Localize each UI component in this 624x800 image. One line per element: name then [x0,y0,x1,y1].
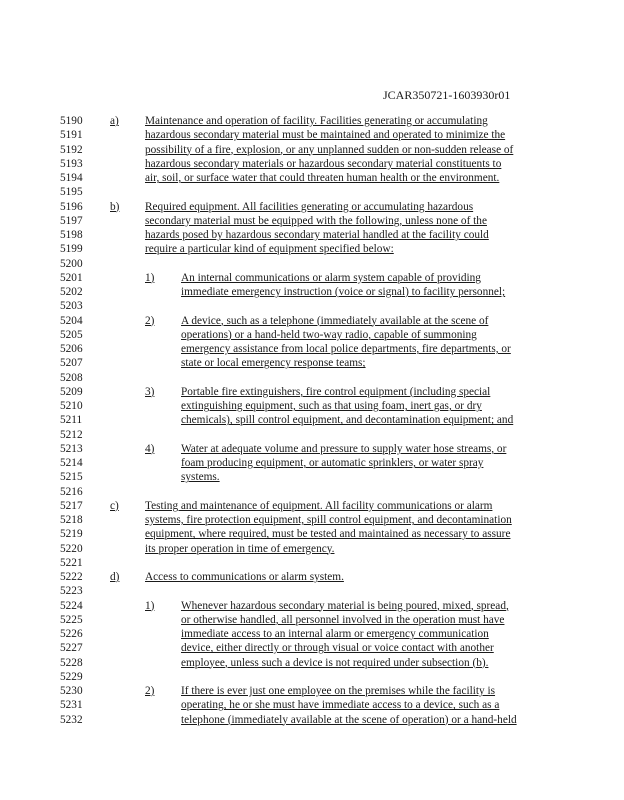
line-number: 5224 [60,599,83,612]
line-number: 5220 [60,542,83,555]
line-number: 5215 [60,471,83,484]
line-number: 5204 [60,314,83,327]
line-text: systems, fire protection equipment, spill control equipment, and decontamination [145,514,512,526]
line-text: immediate access to an internal alarm or emergency communication [181,628,489,640]
line-number: 5211 [60,414,83,427]
line-text: Access to communications or alarm system. [145,571,344,583]
document-line [0,628,624,641]
line-text: foam producing equipment, or automatic sprinklers, or water spray [181,457,484,469]
line-number: 5230 [60,685,83,697]
line-number: 5194 [60,172,83,184]
document-line [0,286,624,299]
line-text: air, soil, or surface water that could threaten human health or the environment. [145,172,500,184]
document-line [0,571,624,584]
line-text: operations) or a hand-held two-way radio, capable of summoning [181,328,477,341]
line-text: state or local emergency response teams; [181,357,366,370]
line-text: device, either directly or through visual or voice contact with another [181,642,494,655]
line-text: its proper operation in time of emergency. [145,542,335,555]
document-line [0,186,624,199]
document-line [0,343,624,356]
line-text: emergency assistance from local police departments, fire departments, or [181,343,511,355]
document-line [0,699,624,712]
line-number: 5192 [60,143,83,156]
line-number: 5197 [60,214,83,227]
line-text: secondary material must be equipped with the following, unless none of the [145,214,487,227]
line-text: An internal communications or alarm system capable of providing [181,271,481,284]
document-line [0,357,624,370]
document-line [0,129,624,142]
document-line [0,215,624,228]
line-number: 5200 [60,257,83,270]
subsection-label: d) [110,571,120,583]
document-line [0,201,624,214]
item-label: 2) [145,314,155,327]
line-text: Required equipment. All facilities generating or accumulating hazardous [145,200,474,213]
line-number: 5223 [60,585,83,598]
line-number: 5210 [60,400,83,412]
line-number: 5209 [60,385,83,398]
subsection-label: c) [110,499,119,512]
line-number: 5231 [60,699,83,712]
document-line [0,543,624,556]
item-label: 4) [145,442,155,455]
line-number: 5227 [60,642,83,655]
line-text: employee, unless such a device is not required under subsection (b). [181,656,489,669]
item-label: 3) [145,385,155,398]
line-number: 5208 [60,371,83,384]
document-line [0,329,624,342]
line-number: 5218 [60,514,83,526]
document-line [0,585,624,598]
document-line [0,471,624,484]
line-number: 5191 [60,129,83,142]
line-number: 5213 [60,442,83,455]
line-number: 5229 [60,670,83,683]
document-line [0,172,624,185]
line-number: 5205 [60,328,83,341]
line-number: 5206 [60,343,83,355]
line-text: Portable fire extinguishers, fire control equipment (including special [181,385,491,398]
line-number: 5221 [60,556,83,569]
line-number: 5214 [60,457,83,469]
document-line [0,443,624,456]
document-line [0,671,624,684]
document-line [0,657,624,670]
document-line [0,400,624,413]
line-number: 5219 [60,528,83,541]
line-number: 5193 [60,157,83,170]
line-number: 5195 [60,186,83,199]
line-number: 5212 [60,428,83,441]
document-line [0,500,624,513]
document-line [0,486,624,499]
line-number: 5190 [60,115,83,127]
line-text: A device, such as a telephone (immediately available at the scene of [181,314,489,327]
line-text: possibility of a fire, explosion, or any unplanned sudden or non-sudden release of [145,143,514,156]
line-text: Whenever hazardous secondary material is being poured, mixed, spread, [181,599,509,612]
document-id: JCAR350721-1603930r01 [383,88,511,102]
line-text: Testing and maintenance of equipment. All facility communications or alarm [145,499,493,512]
line-number: 5222 [60,571,83,583]
document-line [0,528,624,541]
document-line [0,642,624,655]
document-line [0,115,624,128]
document-line [0,600,624,613]
line-number: 5216 [60,485,83,498]
document-line [0,158,624,171]
document-line [0,315,624,328]
item-label: 1) [145,599,155,612]
line-text: or otherwise handled, all personnel involved in the operation must have [181,613,505,626]
subsection-label: b) [110,200,120,213]
line-text: If there is ever just one employee on the premises while the facility is [181,685,496,697]
line-number: 5226 [60,628,83,640]
line-number: 5196 [60,200,83,213]
document-line [0,229,624,242]
document-line [0,386,624,399]
line-number: 5228 [60,656,83,669]
line-text: systems. [181,471,220,484]
line-number: 5199 [60,243,83,256]
line-text: hazards posed by hazardous secondary material handled at the facility could [145,229,489,241]
document-line [0,714,624,727]
item-label: 1) [145,271,155,284]
line-number: 5232 [60,713,83,726]
line-number: 5207 [60,357,83,370]
document-line [0,272,624,285]
line-number: 5201 [60,271,83,284]
line-number: 5203 [60,300,83,313]
line-number: 5225 [60,613,83,626]
document-line [0,372,624,385]
line-text: immediate emergency instruction (voice or signal) to facility personnel; [181,286,506,298]
line-number: 5202 [60,286,83,298]
line-text: hazardous secondary material must be maintained and operated to minimize the [145,129,506,142]
line-text: Maintenance and operation of facility. Facilities generating or accumulating [145,115,488,127]
document-line [0,685,624,698]
document-line [0,514,624,527]
document-line [0,457,624,470]
line-text: Water at adequate volume and pressure to supply water hose streams, or [181,442,507,455]
line-number: 5198 [60,229,83,241]
line-text: extinguishing equipment, such as that using foam, inert gas, or dry [181,400,482,412]
document-line [0,300,624,313]
subsection-label: a) [110,115,119,127]
line-text: equipment, where required, must be tested and maintained as necessary to assure [145,528,511,541]
item-label: 2) [145,685,155,697]
line-text: require a particular kind of equipment specified below: [145,243,394,256]
document-line [0,614,624,627]
document-line [0,243,624,256]
document-line [0,414,624,427]
line-number: 5217 [60,499,83,512]
line-text: chemicals), spill control equipment, and decontamination equipment; and [181,414,514,427]
document-line [0,429,624,442]
line-text: operating, he or she must have immediate access to a device, such as a [181,699,500,712]
document-line [0,258,624,271]
document-line [0,557,624,570]
line-text: telephone (immediately available at the scene of operation) or a hand-held [181,713,517,726]
line-text: hazardous secondary materials or hazardous secondary material constituents to [145,157,502,170]
document-line [0,144,624,157]
